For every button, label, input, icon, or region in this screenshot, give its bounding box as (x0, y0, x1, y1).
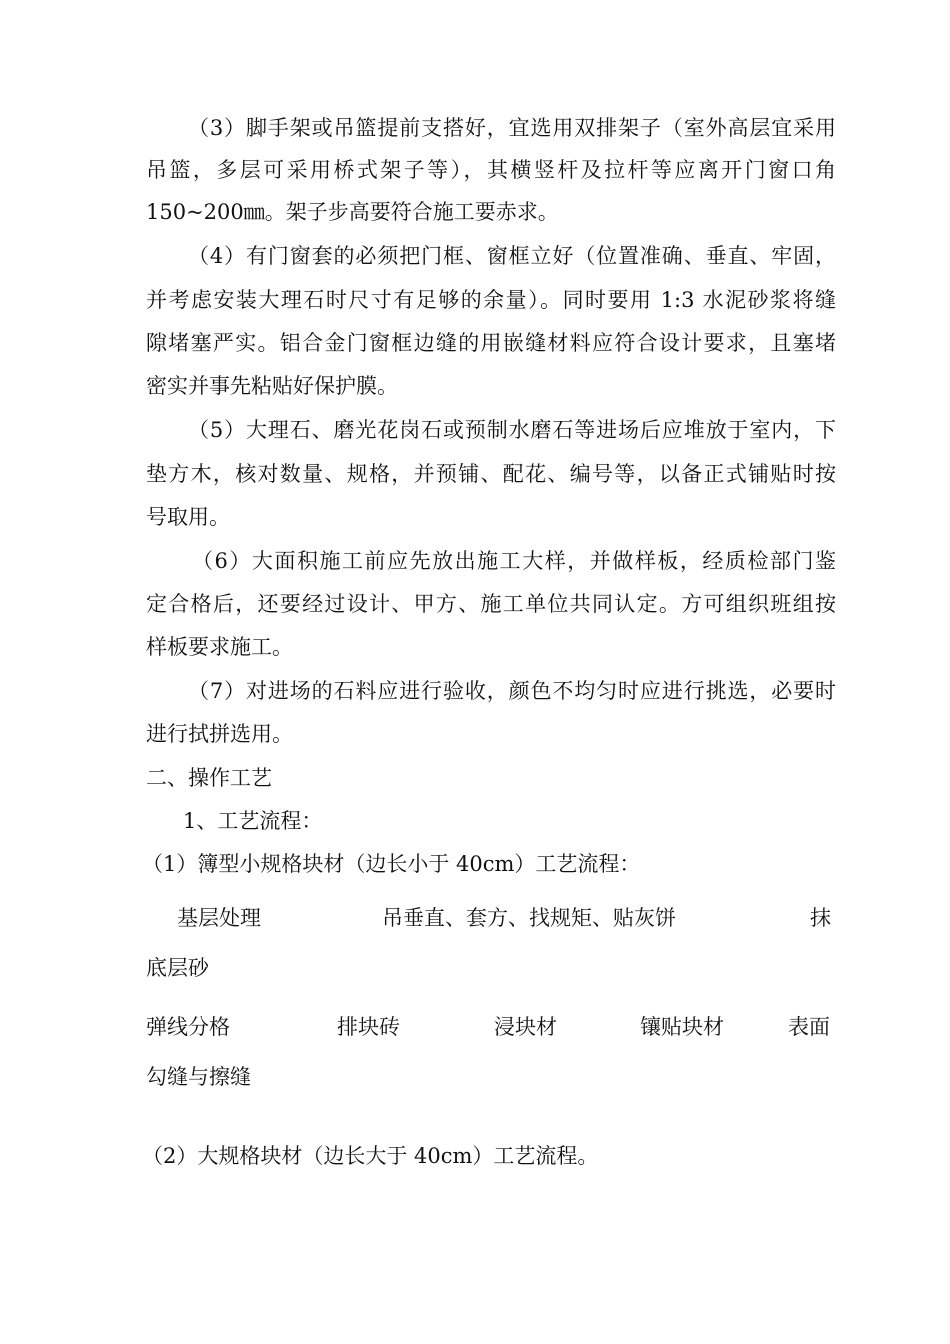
flow-step-pointing-wrap: 勾缝与擦缝 (146, 1065, 251, 1089)
paragraph-6-line-1: （6）大面积施工前应先放出施工大样，并做样板，经质检部门鉴 (192, 549, 836, 573)
flow-step-base-treatment: 基层处理 (177, 906, 261, 930)
paragraph-6-line-2: 定合格后，还要经过设计、甲方、施工单位共同认定。方可组织班组按 (146, 592, 836, 616)
paragraph-3-line-3: 150~200㎜。架子步高要符合施工要赤求。 (146, 200, 559, 224)
flow-step-arrange-bricks: 排块砖 (337, 1015, 400, 1039)
paragraph-4-line-4: 密实并事先粘贴好保护膜。 (146, 374, 398, 398)
paragraph-6-line-3: 样板要求施工。 (146, 635, 293, 659)
flow-step-surface-start: 表面 (788, 1015, 830, 1039)
paragraph-3-line-2: 吊篮，多层可采用桥式架子等），其横竖杆及拉杆等应离开门窗口角 (146, 158, 836, 182)
paragraph-5-line-2: 垫方木，核对数量、规格，并预铺、配花、编号等，以备正式铺贴时按 (146, 462, 836, 486)
flow-2-title: （2）大规格块材（边长大于 40cm）工艺流程。 (142, 1144, 599, 1168)
paragraph-7-line-1: （7）对进场的石料应进行验收，颜色不均匀时应进行挑选，必要时 (188, 679, 836, 703)
paragraph-4-line-3: 隙堵塞严实。铝合金门窗框边缝的用嵌缝材料应符合设计要求，且塞堵 (146, 331, 836, 355)
flow-step-soak-material: 浸块材 (494, 1015, 557, 1039)
flow-step-plumb-square: 吊垂直、套方、找规矩、贴灰饼 (382, 906, 676, 930)
flow-step-snap-lines: 弹线分格 (146, 1015, 230, 1039)
paragraph-5-line-1: （5）大理石、磨光花岗石或预制水磨石等进场后应堆放于室内，下 (188, 418, 836, 442)
paragraph-7-line-2: 进行拭拼选用。 (146, 722, 293, 746)
paragraph-4-line-1: （4）有门窗套的必须把门框、窗框立好（位置准确、垂直、牢固， (188, 244, 836, 268)
flow-step-plaster-wrap: 底层砂 (146, 956, 209, 980)
paragraph-4-line-2: 并考虑安装大理石时尺寸有足够的余量）。同时要用 1:3 水泥砂浆将缝 (146, 288, 836, 312)
section-heading: 二、操作工艺 (146, 766, 272, 790)
flow-step-plaster-start: 抹 (810, 906, 831, 930)
flow-1-title: （1）簿型小规格块材（边长小于 40cm）工艺流程： (142, 852, 641, 876)
subheading-process-flow: 1、工艺流程： (183, 809, 323, 833)
flow-step-lay-material: 镶贴块材 (640, 1015, 724, 1039)
paragraph-5-line-3: 号取用。 (146, 505, 230, 529)
paragraph-3-line-1: （3）脚手架或吊篮提前支搭好，宜选用双排架子（室外高层宜采用 (188, 116, 836, 140)
